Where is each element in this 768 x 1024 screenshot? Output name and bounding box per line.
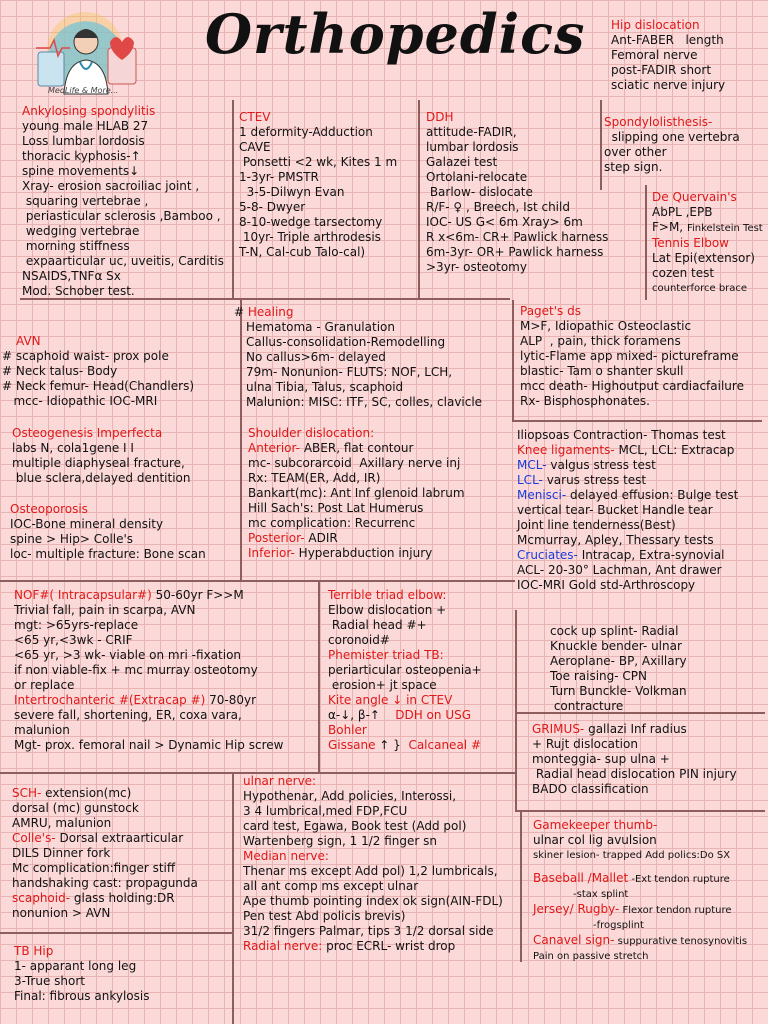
line: Iliopsoas Contraction- Thomas test xyxy=(517,428,726,442)
note-line: Ortolani-relocate xyxy=(426,170,528,184)
note-line: CAVE xyxy=(239,140,271,154)
note-line: Mod. Schober test. xyxy=(22,284,135,298)
note-line: Wartenberg sign, 1 1/2 finger sn xyxy=(243,834,438,848)
note-line: ulnar col lig avulsion xyxy=(533,833,657,847)
note-line: Toe raising- CPN xyxy=(550,669,647,683)
ddh-usg: DDH on USG xyxy=(395,708,472,722)
divider xyxy=(418,100,420,300)
lines xyxy=(14,603,283,693)
gissane: Gissane xyxy=(328,738,376,752)
menisci-label: Menisci- xyxy=(517,488,567,502)
lcl-label: LCL- xyxy=(517,473,543,487)
note-line: malunion xyxy=(14,723,70,737)
note-line: Xray- erosion sacroiliac joint , xyxy=(22,179,200,193)
lines xyxy=(14,959,149,1004)
note-line: Mgt- prox. femoral nail > Dynamic Hip screw xyxy=(14,738,284,752)
note-line: >3yr- osteotomy xyxy=(426,260,527,274)
scaphoid-label: scaphoid- xyxy=(12,891,71,905)
note-line: mc- subcorarcoid Axillary nerve inj xyxy=(248,456,461,470)
posterior-label: Posterior- xyxy=(248,531,305,545)
note-line: # scaphoid waist- prox pole xyxy=(2,349,169,363)
section-nerves xyxy=(243,774,503,954)
lines xyxy=(517,503,738,548)
note-line: nonunion > AVN xyxy=(12,906,111,920)
jersey-label: Jersey/ Rugby- xyxy=(533,902,620,916)
note-line: <65 yr, >3 wk- viable on mri -fixation xyxy=(14,648,242,662)
note-line: handshaking cast: propagunda xyxy=(12,876,198,890)
lines xyxy=(10,517,206,562)
note-line: Loss lumbar lordosis xyxy=(22,134,145,148)
note-line: No callus>6m- delayed xyxy=(246,350,386,364)
note-line: Pen test Abd policis brevis) xyxy=(243,909,406,923)
section-ankylosing xyxy=(22,104,224,299)
note-line: NSAIDS,TNFα Sx xyxy=(22,269,121,283)
note-line: attitude-FADIR, xyxy=(426,125,517,139)
note-line: card test, Egawa, Book test (Add pol) xyxy=(243,819,467,833)
note-line: post-FADIR short xyxy=(611,63,712,77)
bohler: Bohler xyxy=(328,723,367,737)
note-line: Ponsetti <2 wk, Kites 1 m xyxy=(239,155,398,169)
inferior-text: Hyperabduction injury xyxy=(294,546,433,560)
heading-tail: gallazi Inf radius xyxy=(584,722,687,736)
section-triads: Terrible triad elbow: Elbow dislocation + Radial head #+ coronoid# Phemister triad TB: periarticular osteopenia+ erosion+ jt space Kite angle ↓ in CTEV α-↓, β-↑ DDH on USG Bohler Gissane ↑ } Calcaneal # xyxy=(328,588,482,752)
note-line: Knuckle bender- ulnar xyxy=(550,639,682,653)
note-line: if non viable-fix + mc murray osteotomy xyxy=(14,663,258,677)
note-line: AMRU, malunion xyxy=(12,816,112,830)
lines xyxy=(652,205,763,220)
note-line: ACL- 20-30° Lachman, Ant drawer xyxy=(517,563,722,577)
canavel-tail: suppurative tenosynovitis xyxy=(614,936,748,947)
note-line: lumbar lordosis xyxy=(426,140,519,154)
note-line: cozen test xyxy=(652,266,715,280)
note-line: labs N, cola1gene I I xyxy=(12,441,134,455)
note-line: mcc- Idiopathic IOC-MRI xyxy=(2,394,158,408)
note-line: 79m- Nonunion- FLUTS: NOF, LCH, xyxy=(246,365,453,379)
section-ctev xyxy=(239,110,397,260)
note-line: step sign. xyxy=(604,160,663,174)
note-line: cock up splint- Radial xyxy=(550,624,679,638)
note-line: # Neck femur- Head(Chandlers) xyxy=(2,379,195,393)
note-line: coronoid# xyxy=(328,633,390,647)
lines xyxy=(328,603,482,648)
heading: Osteogenesis Imperfecta xyxy=(12,426,163,440)
section-nof xyxy=(14,588,283,753)
note-line: Ape thumb pointing index ok sign(AIN-FDL) xyxy=(243,894,503,908)
note-line: Bankart(mc): Ant Inf glenoid labrum xyxy=(248,486,465,500)
lines xyxy=(248,456,465,531)
note-line: <65 yr,<3wk - CRIF xyxy=(14,633,133,647)
section-oi xyxy=(12,426,190,486)
alpha-beta: α-↓, β-↑ xyxy=(328,708,380,722)
divider xyxy=(232,100,234,300)
note-line: all ant comp ms except ulnar xyxy=(243,879,419,893)
note-line: severe fall, shortening, ER, coxa vara, xyxy=(14,708,242,722)
note-line: mcc death- Highoutput cardiacfailure xyxy=(520,379,744,393)
scaphoid-tail: glass holding:DR xyxy=(70,891,175,905)
cruciates-text: Intracap, Extra-synovial xyxy=(577,548,725,562)
note-line: or replace xyxy=(14,678,75,692)
note-line: T-N, Cal-cub Talo-cal) xyxy=(239,245,366,259)
colles-tail: Dorsal extraarticular xyxy=(55,831,184,845)
note-line: Elbow dislocation + xyxy=(328,603,447,617)
knee-label: Knee ligaments- xyxy=(517,443,615,457)
lines xyxy=(520,319,744,409)
note-line: Mcmurray, Apley, Thessary tests xyxy=(517,533,714,547)
section-spondylolisthesis xyxy=(604,115,740,175)
heading: Osteoporosis xyxy=(10,502,88,516)
note-line: + Rujt dislocation xyxy=(532,737,638,751)
note-line: erosion+ jt space xyxy=(328,678,437,692)
lines xyxy=(533,833,747,848)
note-line: # Neck talus- Body xyxy=(2,364,118,378)
heading: Ankylosing spondylitis xyxy=(22,104,156,118)
note-line: IOC-Bone mineral density xyxy=(10,517,164,531)
note-line: loc- multiple fracture: Bone scan xyxy=(10,547,206,561)
phemister-heading: Phemister triad TB: xyxy=(328,648,444,662)
lines xyxy=(22,119,224,299)
section-shoulder xyxy=(248,426,465,561)
lines xyxy=(611,33,725,93)
heading: AVN xyxy=(16,334,41,348)
line-small: Finkelstein Test xyxy=(686,223,763,234)
itf-tail: 70-80yr xyxy=(205,693,257,707)
line-small: Pain on passive stretch xyxy=(533,951,649,962)
note-line: 1 deformity-Adduction xyxy=(239,125,373,139)
divider xyxy=(0,932,232,934)
note-line: Rx: TEAM(ER, Add, IR) xyxy=(248,471,381,485)
note-line: 31/2 fingers Palmar, tips 3 1/2 dorsal side xyxy=(243,924,494,938)
logo-caption: MedLife & More... xyxy=(48,86,119,95)
section-healing: # Healing Hematoma - Granulation Callus-consolidation-Remodelling No callus>6m- delayed 79m- Nonunion- FLUTS: NOF, LCH, ulna Tibia, Talus, scaphoid Malunion: MISC: ITF, SC, colles, clavicle xyxy=(234,305,483,409)
note-line: 1- apparant long leg xyxy=(14,959,137,973)
heading: CTEV xyxy=(239,110,271,124)
note-line: mc complication: Recurrenc xyxy=(248,516,416,530)
heading: Paget's ds xyxy=(520,304,581,318)
lines xyxy=(532,737,737,797)
section-avn xyxy=(2,334,194,409)
page-title: Orthopedics xyxy=(205,2,586,66)
divider xyxy=(512,420,762,422)
note-line: BADO classification xyxy=(532,782,649,796)
heading: Gamekeeper thumb- xyxy=(533,818,658,832)
note-line: ulna Tibia, Talus, scaphoid xyxy=(246,380,404,394)
canavel-label: Canavel sign- xyxy=(533,933,615,947)
inferior-label: Inferior- xyxy=(248,546,295,560)
line-small: skiner lesion- trapped Add polics:Do SX xyxy=(533,850,731,861)
note-line: Barlow- dislocate xyxy=(426,185,533,199)
lines xyxy=(12,846,198,891)
note-line: 3 4 lumbrical,med FDP,FCU xyxy=(243,804,408,818)
calcaneal: Calcaneal # xyxy=(408,738,481,752)
note-line: 6m-3yr- OR+ Pawlick harness xyxy=(426,245,604,259)
note-line: blastic- Tam o shanter skull xyxy=(520,364,684,378)
section-osteoporosis xyxy=(10,502,206,562)
note-line: spine > Hip> Colle's xyxy=(10,532,134,546)
note-line: morning stiffness xyxy=(22,239,130,253)
note-line: slipping one vertebra xyxy=(604,130,740,144)
note-line: Callus-consolidation-Remodelling xyxy=(246,335,446,349)
note-line: Trivial fall, pain in scarpa, AVN xyxy=(14,603,196,617)
lines xyxy=(604,130,740,175)
divider xyxy=(0,580,515,582)
divider xyxy=(512,300,514,420)
section-gamekeeper xyxy=(533,818,747,964)
heading: Hip dislocation xyxy=(611,18,700,32)
note-line: sciatic nerve injury xyxy=(611,78,726,92)
baseball-label: Baseball /Mallet xyxy=(533,871,629,885)
divider xyxy=(520,812,522,962)
note-line: IOC- US G< 6m Xray> 6m xyxy=(426,215,583,229)
note-line: blue sclera,delayed dentition xyxy=(12,471,191,485)
divider xyxy=(645,185,647,300)
note-line: young male HLAB 27 xyxy=(22,119,149,133)
lines xyxy=(2,349,194,409)
heading-tail: extension(mc) xyxy=(41,786,132,800)
note-line: Aeroplane- BP, Axillary xyxy=(550,654,687,668)
heading: DDH xyxy=(426,110,454,124)
section-sch xyxy=(12,786,198,921)
note-line: contracture xyxy=(550,699,624,713)
ulnar-heading: ulnar nerve: xyxy=(243,774,317,788)
note-line: Turn Bunckle- Volkman xyxy=(550,684,687,698)
section-knee xyxy=(517,428,738,593)
line-small: counterforce brace xyxy=(652,283,748,294)
heading: GRIMUS- xyxy=(532,722,585,736)
lines xyxy=(328,663,482,693)
tennis-heading: Tennis Elbow xyxy=(652,236,729,250)
menisci-text: delayed effusion: Bulge test xyxy=(566,488,739,502)
heading: SCH- xyxy=(12,786,42,800)
note-line: Hematoma - Granulation xyxy=(246,320,395,334)
heading: Healing xyxy=(247,305,294,319)
divider xyxy=(515,610,517,810)
anterior-label: Anterior- xyxy=(248,441,301,455)
line: F>M, xyxy=(652,220,684,234)
lines xyxy=(12,801,198,831)
note-line: spine movements↓ xyxy=(22,164,140,178)
note-line: 8-10-wedge tarsectomy xyxy=(239,215,383,229)
median-heading: Median nerve: xyxy=(243,849,329,863)
note-line: Joint line tenderness(Best) xyxy=(517,518,676,532)
section-splints xyxy=(550,624,687,714)
note-line: periarticular osteopenia+ xyxy=(328,663,482,677)
divider xyxy=(318,582,320,772)
note-line: 3-True short xyxy=(14,974,86,988)
jersey-tail: Flexor tendon rupture xyxy=(619,905,732,916)
note-line: vertical tear- Bucket Handle tear xyxy=(517,503,713,517)
lines xyxy=(12,441,190,486)
heading: NOF#( Intracapsular#) xyxy=(14,588,152,602)
note-line: dorsal (mc) gunstock xyxy=(12,801,139,815)
note-line: squaring vertebrae , xyxy=(22,194,149,208)
note-line: Femoral nerve xyxy=(611,48,698,62)
note-line: DILS Dinner fork xyxy=(12,846,111,860)
note-line: monteggia- sup ulna + xyxy=(532,752,670,766)
anterior-text: ABER, flat contour xyxy=(300,441,414,455)
lines xyxy=(550,624,687,714)
note-line: Radial head dislocation PIN injury xyxy=(532,767,737,781)
mcl-label: MCL- xyxy=(517,458,547,472)
posterior-text: ADIR xyxy=(304,531,338,545)
note-line: Malunion: MISC: ITF, SC, colles, clavicle xyxy=(246,395,483,409)
note-line: Thenar ms except Add pol) 1,2 lumbricals, xyxy=(243,864,498,878)
note-line: 5-8- Dwyer xyxy=(239,200,306,214)
note-line: Mc complication:finger stiff xyxy=(12,861,176,875)
mcl-text: valgus stress test xyxy=(546,458,656,472)
heading: TB Hip xyxy=(14,944,54,958)
note-line: Radial head #+ xyxy=(328,618,427,632)
section-ddh xyxy=(426,110,608,275)
lines xyxy=(12,906,198,921)
lines xyxy=(243,864,503,939)
note-line: 3-5-Dilwyn Evan xyxy=(239,185,345,199)
note-line: lytic-Flame app mixed- pictureframe xyxy=(520,349,739,363)
heading: Shoulder dislocation: xyxy=(248,426,375,440)
note-line: AbPL ,EPB xyxy=(652,205,713,219)
note-line: M>F, Idiopathic Osteoclastic xyxy=(520,319,692,333)
kite-angle: Kite angle ↓ in CTEV xyxy=(328,693,453,707)
section-hip-dislocation xyxy=(611,18,725,93)
lines xyxy=(426,125,608,275)
section-pagets xyxy=(520,304,744,409)
section-dequervain xyxy=(652,190,763,296)
note-line: Rx- Bisphosphonates. xyxy=(520,394,650,408)
note-line: Lat Epi(extensor) xyxy=(652,251,755,265)
note-line: mgt: >65yrs-replace xyxy=(14,618,139,632)
note-line: thoracic kyphosis-↑ xyxy=(22,149,141,163)
note-line: Hill Sach's: Post Lat Humerus xyxy=(248,501,424,515)
heading: Spondylolisthesis- xyxy=(604,115,713,129)
lcl-text: varus stress test xyxy=(542,473,647,487)
itf-heading: Intertrochanteric #(Extracap #) xyxy=(14,693,206,707)
note-line: R x<6m- CR+ Pawlick harness xyxy=(426,230,609,244)
radial-heading: Radial nerve: xyxy=(243,939,323,953)
note-line: Hypothenar, Add policies, Interossi, xyxy=(243,789,457,803)
divider xyxy=(515,810,765,812)
note-line: periasticular sclerosis ,Bamboo , xyxy=(22,209,221,223)
heading-tail: 50-60yr F>>M xyxy=(151,588,244,602)
heading: De Quervain's xyxy=(652,190,737,204)
heading: Terrible triad elbow: xyxy=(328,588,447,602)
section-tb-hip xyxy=(14,944,149,1004)
note-line: over other xyxy=(604,145,667,159)
note-line: Final: fibrous ankylosis xyxy=(14,989,150,1003)
note-line: Galazei test xyxy=(426,155,498,169)
cruciates-label: Cruciates- xyxy=(517,548,578,562)
lines xyxy=(234,320,482,410)
note-line: wedging vertebrae xyxy=(22,224,140,238)
line-small: -frogsplint xyxy=(593,920,644,931)
baseball-tail: -Ext tendon rupture xyxy=(628,874,730,885)
section-grimus xyxy=(532,722,737,797)
divider xyxy=(232,774,234,1024)
note-line: R/F- ♀ , Breech, Ist child xyxy=(426,200,570,214)
line-small: -stax splint xyxy=(573,889,629,900)
lines xyxy=(14,708,283,753)
note-line: IOC-MRI Gold std-Arthroscopy xyxy=(517,578,696,592)
note-line: Ant-FABER length xyxy=(611,33,724,47)
note-line: 10yr- Triple arthrodesis xyxy=(239,230,381,244)
lines xyxy=(517,563,738,593)
note-line: expaarticular uc, uveitis, Carditis xyxy=(22,254,224,268)
lines xyxy=(243,789,503,849)
note-line: 1-3yr- PMSTR xyxy=(239,170,319,184)
note-line: ALP , pain, thick foramens xyxy=(520,334,681,348)
knee-text: MCL, LCL: Extracap xyxy=(614,443,735,457)
lines xyxy=(652,251,763,281)
lines xyxy=(239,125,397,260)
colles-label: Colle's- xyxy=(12,831,56,845)
radial-tail: proc ECRL- wrist drop xyxy=(322,939,456,953)
note-line: multiple diaphyseal fracture, xyxy=(12,456,185,470)
